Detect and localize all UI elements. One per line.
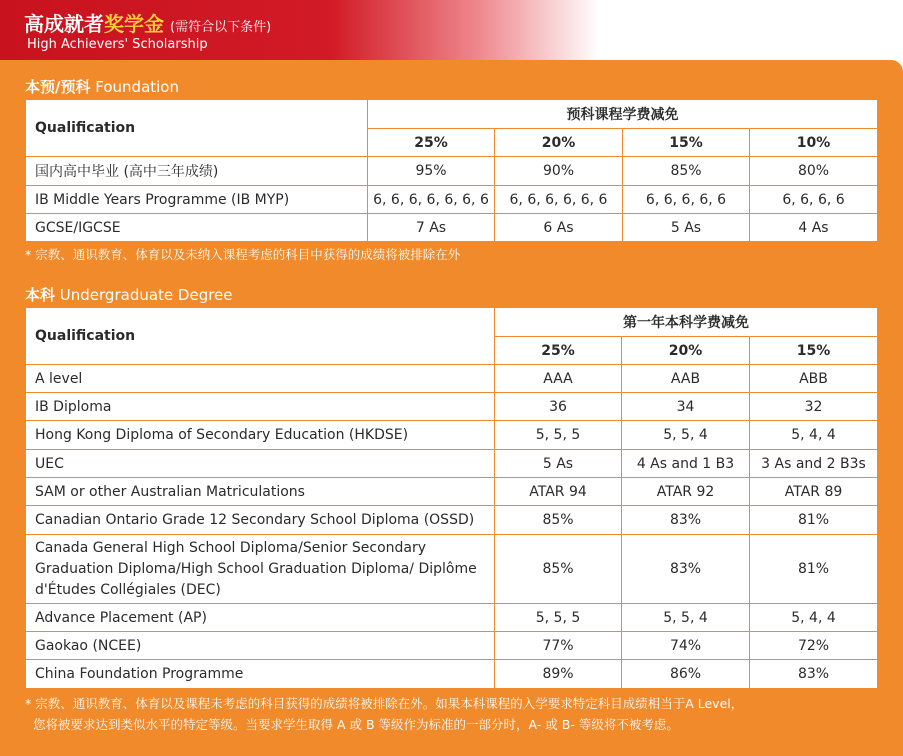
qualification-cell: Advance Placement (AP) [26, 604, 495, 632]
table-row [26, 186, 878, 214]
title-banner [0, 0, 600, 60]
value-cell: AAA [495, 365, 622, 393]
table-row [26, 632, 878, 660]
value-cell: 83% [750, 660, 878, 689]
foundation-col-header: 20% [495, 129, 623, 157]
qualification-cell: SAM or other Australian Matriculations [26, 478, 495, 506]
value-cell: 95% [368, 157, 495, 186]
undergraduate-heading-en: Undergraduate Degree [59, 286, 233, 304]
value-cell: 5 As [623, 214, 750, 242]
qualification-cell: Gaokao (NCEE) [26, 632, 495, 660]
qualification-cell: Canada General High School Diploma/Senior Secondary Graduation Diploma/High School Graduation Diploma/ Diplôme d'Études Collégiales (DEC) [26, 535, 495, 604]
value-cell: 6, 6, 6, 6 [750, 186, 878, 214]
value-cell: ATAR 89 [750, 478, 878, 506]
value-cell: ATAR 94 [495, 478, 622, 506]
value-cell: 4 As and 1 B3 [622, 450, 750, 478]
foundation-footnote: * 宗教、通识教育、体育以及未纳入课程考虑的科目中获得的成绩将被排除在外 [25, 247, 461, 262]
foundation-header-row [26, 100, 878, 129]
page-subtitle: High Achievers' Scholarship [27, 37, 208, 52]
foundation-table [25, 99, 878, 242]
table-row [26, 214, 878, 242]
value-cell: 5, 5, 4 [622, 421, 750, 450]
value-cell: 77% [495, 632, 622, 660]
title-main: 高成就者 [24, 12, 104, 36]
table-row [26, 157, 878, 186]
value-cell: 85% [623, 157, 750, 186]
qualification-cell: UEC [26, 450, 495, 478]
undergraduate-footnote [25, 693, 743, 735]
value-cell: AAB [622, 365, 750, 393]
value-cell: 74% [622, 632, 750, 660]
undergraduate-header-row [26, 308, 878, 337]
value-cell: 83% [622, 535, 750, 604]
undergraduate-heading-cn: 本科 [25, 286, 56, 304]
table-row [26, 421, 878, 450]
foundation-group-header: 预科课程学费减免 [368, 100, 878, 129]
value-cell: 85% [495, 506, 622, 535]
value-cell: 80% [750, 157, 878, 186]
value-cell: ABB [750, 365, 878, 393]
qualification-cell: 国内高中毕业 (高中三年成绩) [26, 157, 368, 186]
value-cell: 6, 6, 6, 6, 6, 6, 6 [368, 186, 495, 214]
title-note: (需符合以下条件) [170, 20, 272, 35]
foundation-heading [25, 76, 179, 97]
value-cell: 7 As [368, 214, 495, 242]
foundation-heading-en: Foundation [95, 78, 179, 96]
value-cell: 90% [495, 157, 623, 186]
foundation-col-header: 10% [750, 129, 878, 157]
foundation-qualification-header: Qualification [26, 100, 368, 157]
qualification-cell: China Foundation Programme [26, 660, 495, 689]
qualification-cell: IB Diploma [26, 393, 495, 421]
value-cell: ATAR 92 [622, 478, 750, 506]
undergraduate-footnote-line1: * 宗教、通识教育、体育以及课程未考虑的科目获得的成绩将被排除在外。如果本科课程的入学要求特定科目成绩相当于A Level， [25, 696, 744, 711]
foundation-col-header: 15% [623, 129, 750, 157]
undergraduate-qualification-header: Qualification [26, 308, 495, 365]
value-cell: 36 [495, 393, 622, 421]
undergraduate-table [25, 307, 878, 689]
value-cell: 4 As [750, 214, 878, 242]
table-row [26, 365, 878, 393]
table-row [26, 393, 878, 421]
value-cell: 3 As and 2 B3s [750, 450, 878, 478]
value-cell: 5, 5, 4 [622, 604, 750, 632]
value-cell: 6, 6, 6, 6, 6 [623, 186, 750, 214]
table-row [26, 450, 878, 478]
value-cell: 72% [750, 632, 878, 660]
table-row [26, 660, 878, 689]
undergraduate-col-header: 15% [750, 337, 878, 365]
value-cell: 89% [495, 660, 622, 689]
value-cell: 5, 5, 5 [495, 604, 622, 632]
table-row [26, 604, 878, 632]
qualification-cell: IB Middle Years Programme (IB MYP) [26, 186, 368, 214]
table-row [26, 535, 878, 604]
value-cell: 34 [622, 393, 750, 421]
value-cell: 5 As [495, 450, 622, 478]
foundation-col-header: 25% [368, 129, 495, 157]
foundation-heading-cn: 本预/预科 [25, 78, 91, 96]
undergraduate-heading [25, 284, 233, 305]
value-cell: 5, 4, 4 [750, 604, 878, 632]
page-title [24, 8, 271, 37]
table-row [26, 506, 878, 535]
qualification-cell: Canadian Ontario Grade 12 Secondary School Diploma (OSSD) [26, 506, 495, 535]
value-cell: 81% [750, 535, 878, 604]
value-cell: 86% [622, 660, 750, 689]
value-cell: 6 As [495, 214, 623, 242]
table-row [26, 478, 878, 506]
value-cell: 83% [622, 506, 750, 535]
qualification-cell: A level [26, 365, 495, 393]
title-highlight: 奖学金 [104, 12, 164, 36]
qualification-cell: Hong Kong Diploma of Secondary Education (HKDSE) [26, 421, 495, 450]
value-cell: 6, 6, 6, 6, 6, 6 [495, 186, 623, 214]
undergraduate-group-header: 第一年本科学费减免 [495, 308, 878, 337]
undergraduate-col-header: 20% [622, 337, 750, 365]
undergraduate-col-header: 25% [495, 337, 622, 365]
value-cell: 85% [495, 535, 622, 604]
value-cell: 5, 5, 5 [495, 421, 622, 450]
value-cell: 32 [750, 393, 878, 421]
value-cell: 81% [750, 506, 878, 535]
qualification-cell: GCSE/IGCSE [26, 214, 368, 242]
undergraduate-footnote-line2: 您将被要求达到类似水平的特定等级。当要求学生取得 A 或 B 等级作为标准的一部分时，A- 或 B- 等级将不被考虑。 [33, 717, 679, 732]
value-cell: 5, 4, 4 [750, 421, 878, 450]
